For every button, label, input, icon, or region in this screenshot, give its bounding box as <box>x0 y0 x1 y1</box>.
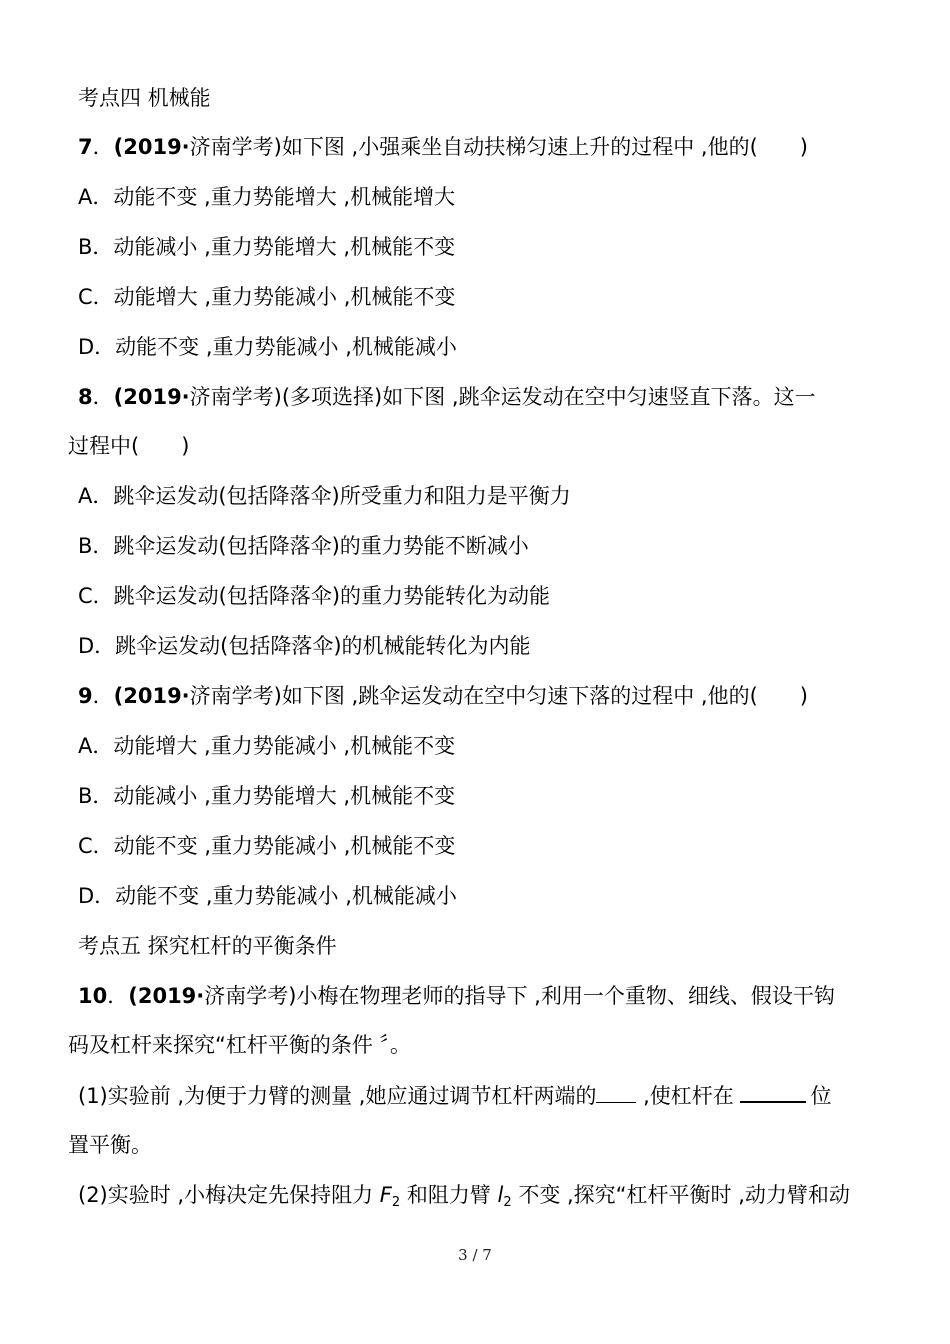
question-8-stem-cont: 过程中( ) <box>68 434 190 458</box>
question-10-part-1-cont: 置平衡。 <box>68 1133 152 1157</box>
section-heading-5: 考点五 探究杠杆的平衡条件 <box>78 934 337 958</box>
question-number: 10 <box>78 984 108 1008</box>
option-c: C．动能增大 ,重力势能减小 ,机械能不变 <box>78 285 456 309</box>
option-d: D．动能不变 ,重力势能减小 ,机械能减小 <box>78 884 457 908</box>
page-number: 3 / 7 <box>458 1246 492 1264</box>
option-b: B．动能减小 ,重力势能增大 ,机械能不变 <box>78 784 456 808</box>
answer-blank[interactable] <box>740 1081 806 1103</box>
option-d: D．跳伞运发动(包括降落伞)的机械能转化为内能 <box>78 634 531 658</box>
option-a: A．动能增大 ,重力势能减小 ,机械能不变 <box>78 734 456 758</box>
option-c: C．动能不变 ,重力势能减小 ,机械能不变 <box>78 834 456 858</box>
arm-symbol: l <box>497 1183 504 1207</box>
section-heading-4: 考点四 机械能 <box>78 86 211 110</box>
option-a: A．动能不变 ,重力势能增大 ,机械能增大 <box>78 185 456 209</box>
option-d: D．动能不变 ,重力势能减小 ,机械能减小 <box>78 335 457 359</box>
question-7-stem: 7．(2019·济南学考)如下图 ,小强乘坐自动扶梯匀速上升的过程中 ,他的( ) <box>78 135 808 159</box>
option-b: B．动能减小 ,重力势能增大 ,机械能不变 <box>78 235 456 259</box>
force-symbol: F <box>379 1183 392 1207</box>
question-10-stem-cont: 码及杠杆来探究“杠杆平衡的条件 〞。 <box>68 1033 412 1057</box>
question-9-stem: 9．(2019·济南学考)如下图 ,跳伞运发动在空中匀速下落的过程中 ,他的( ) <box>78 684 808 708</box>
question-number: 8 <box>78 385 93 409</box>
option-c: C．跳伞运发动(包括降落伞)的重力势能转化为动能 <box>78 584 551 608</box>
question-number: 9 <box>78 684 93 708</box>
question-source: 2019· <box>123 135 190 159</box>
question-number: 7 <box>78 135 93 159</box>
option-a: A．跳伞运发动(包括降落伞)所受重力和阻力是平衡力 <box>78 484 571 508</box>
question-source: 2019· <box>123 684 190 708</box>
option-b: B．跳伞运发动(包括降落伞)的重力势能不断减小 <box>78 534 529 558</box>
question-10-part-1: (1)实验前 ,为便于力臂的测量 ,她应通过调节杠杆两端的 ,使杠杆在 位 <box>78 1081 831 1110</box>
answer-blank[interactable] <box>596 1082 636 1103</box>
question-10-part-2: (2)实验时 ,小梅决定先保持阻力 $F_2$ 和阻力臂 $l_2$ 不变 ,探究“杠杆平衡时 ,动力臂和动 <box>78 1183 850 1210</box>
question-8-stem: 8．(2019·济南学考)(多项选择)如下图 ,跳伞运发动在空中匀速竖直下落。这一 <box>78 385 816 409</box>
question-source: 2019· <box>123 385 190 409</box>
question-source: 2019· <box>137 984 205 1008</box>
question-10-stem: 10．(2019·济南学考)小梅在物理老师的指导下 ,利用一个重物、细线、假设干钩 <box>78 984 835 1008</box>
